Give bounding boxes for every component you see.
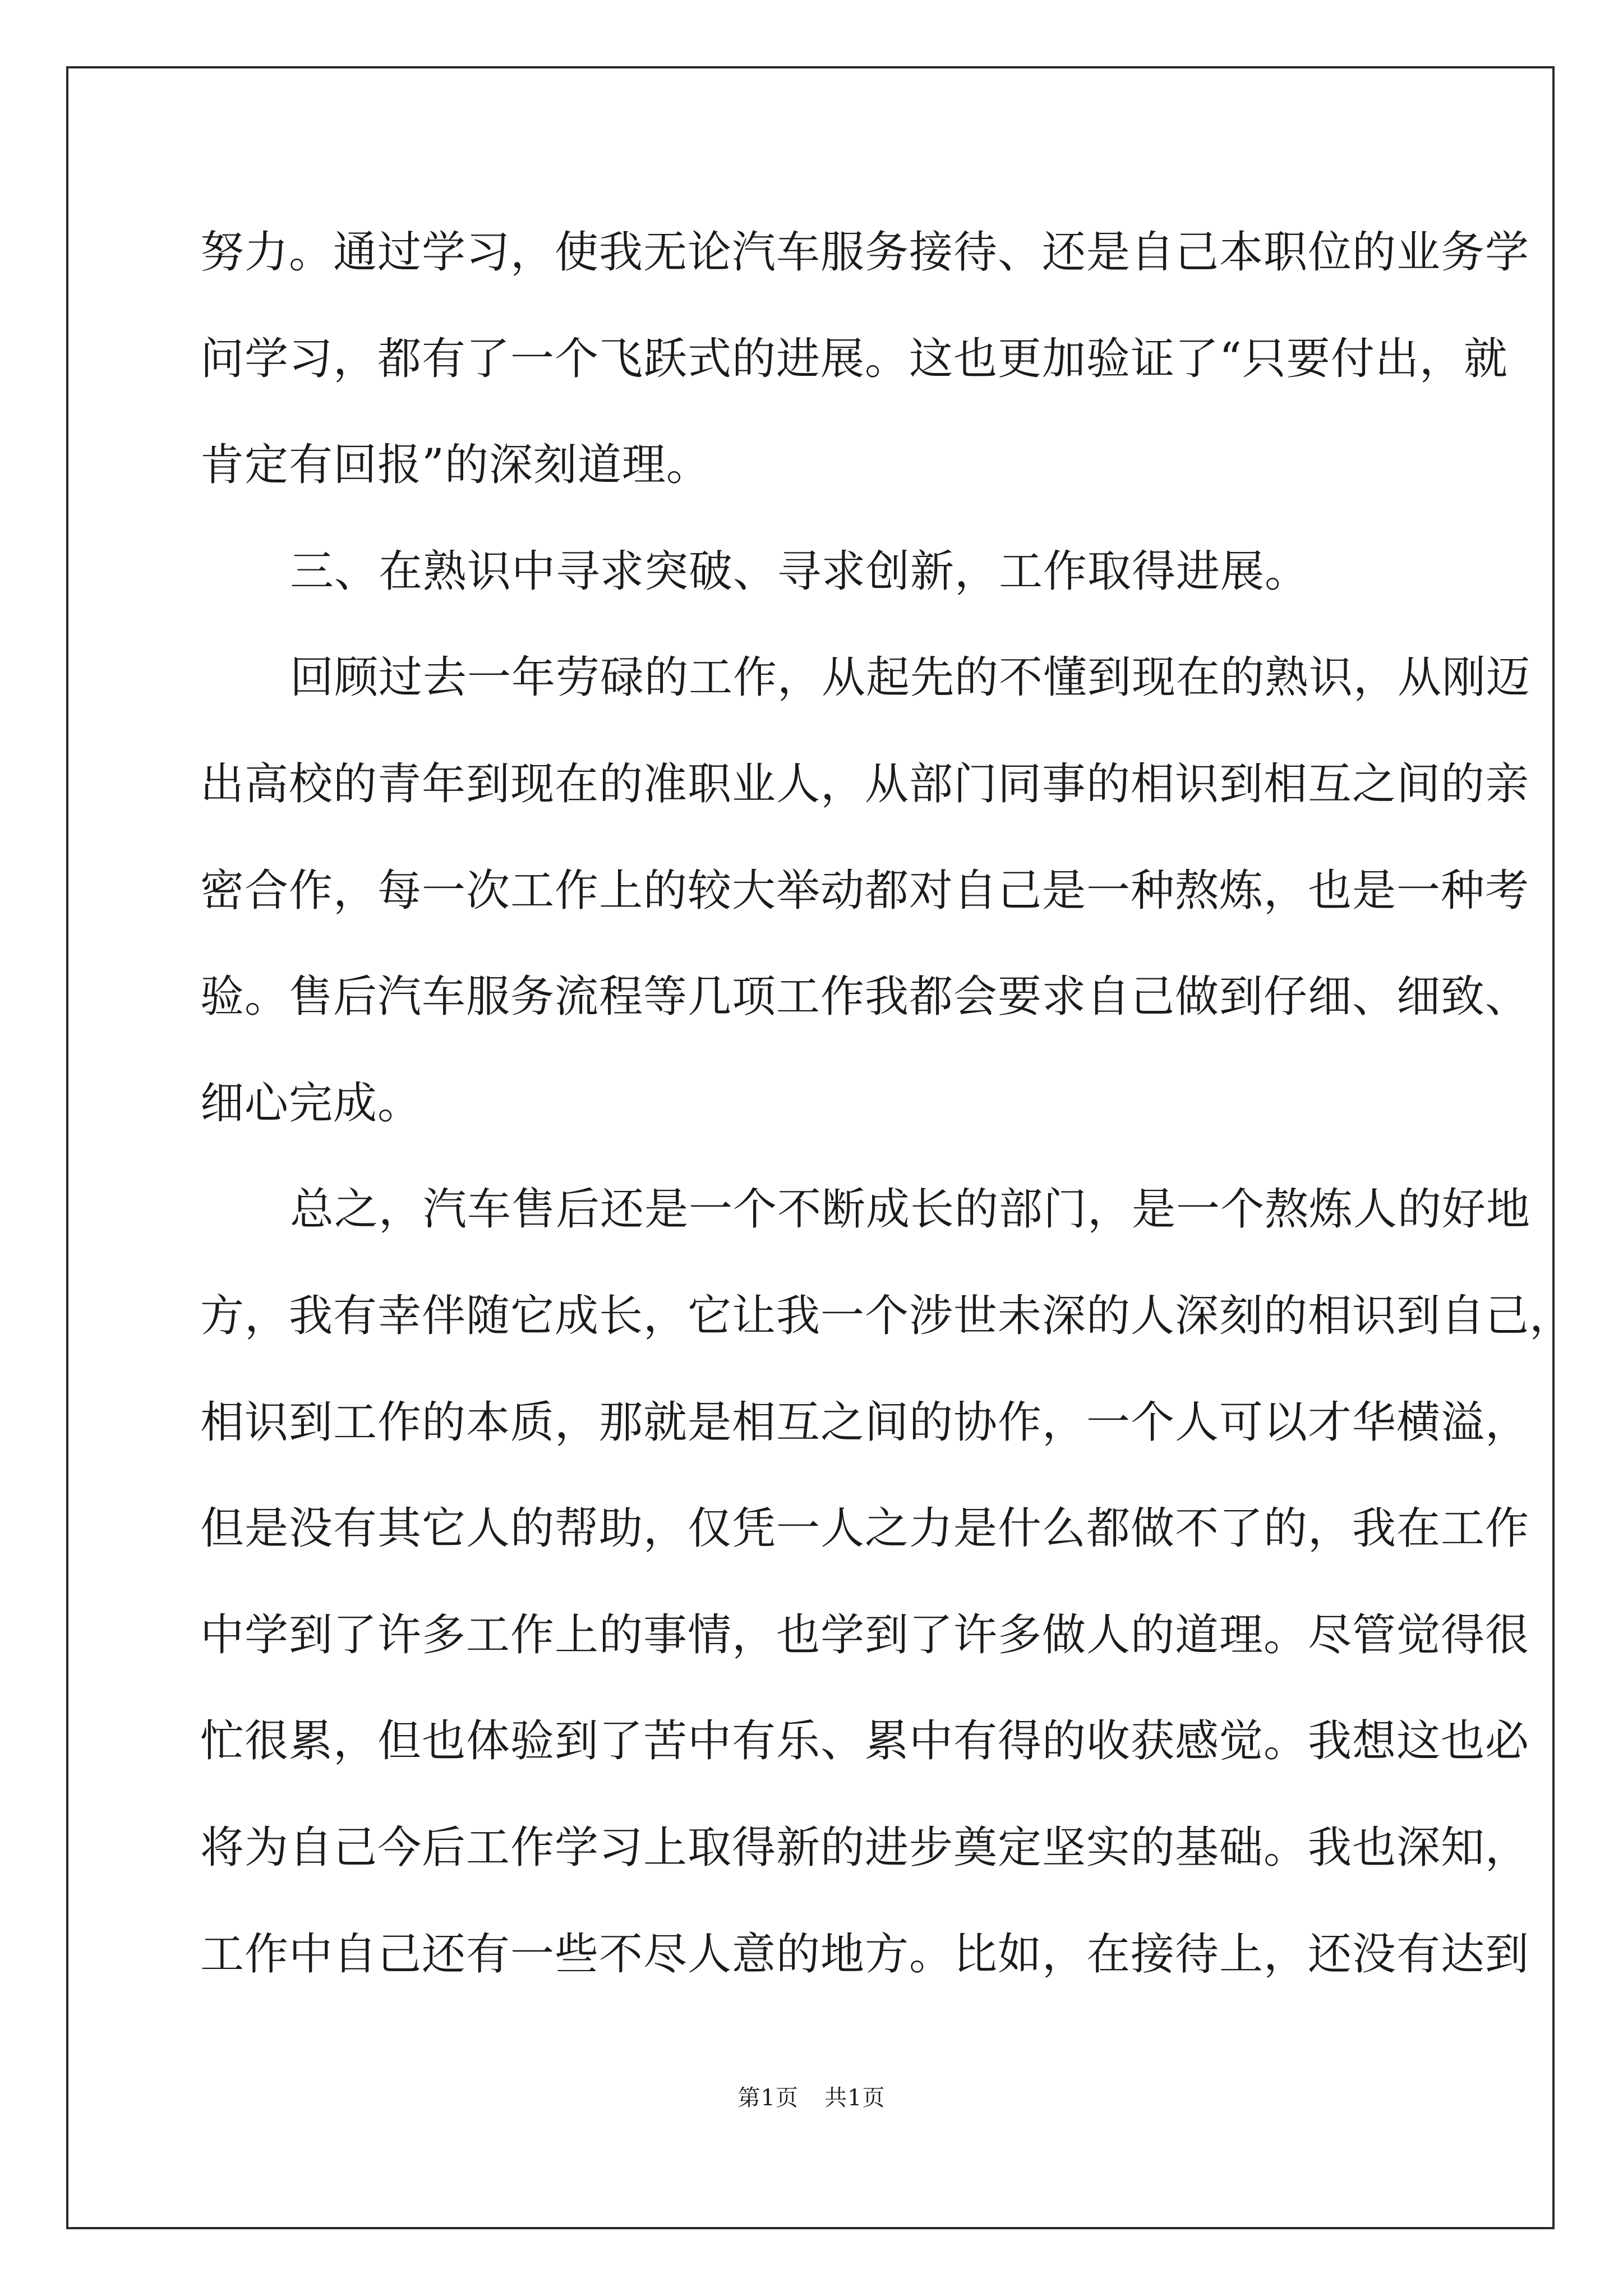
body-line: 出高校的青年到现在的准职业人，从部门同事的相识到相互之间的亲: [200, 758, 1530, 809]
body-line: 问学习，都有了一个飞跃式的进展。这也更加验证了“只要付出，就: [200, 333, 1508, 384]
body-line: 中学到了许多工作上的事情，也学到了许多做人的道理。尽管觉得很: [200, 1609, 1530, 1660]
document-body: [200, 222, 1574, 2030]
body-line: 方，我有幸伴随它成长，它让我一个涉世未深的人深刻的相识到自己，: [200, 1290, 1574, 1341]
section-heading: 三、在熟识中寻求突破、寻求创新，工作取得进展。: [290, 546, 1310, 597]
body-line: 工作中自己还有一些不尽人意的地方。比如，在接待上，还没有达到: [200, 1929, 1530, 1980]
body-line: 将为自己今后工作学习上取得新的进步奠定坚实的基础。我也深知，: [200, 1822, 1530, 1873]
page-total: 共1页: [824, 2085, 886, 2111]
body-line: 忙很累，但也体验到了苦中有乐、累中有得的收获感觉。我想这也必: [200, 1716, 1530, 1767]
body-line: 回顾过去一年劳碌的工作，从起先的不懂到现在的熟识，从刚迈: [290, 652, 1531, 703]
body-line: 肯定有回报”的深刻道理。: [200, 440, 711, 491]
page-number: 第1页: [737, 2085, 799, 2111]
body-line: 相识到工作的本质，那就是相互之间的协作，一个人可以才华横溢，: [200, 1397, 1530, 1448]
body-line: 努力。通过学习，使我无论汽车服务接待、还是自己本职位的业务学: [200, 227, 1530, 278]
body-line: 验。售后汽车服务流程等几项工作我都会要求自己做到仔细、细致、: [200, 972, 1530, 1023]
body-line: 总之，汽车售后还是一个不断成长的部门，是一个熬炼人的好地: [290, 1184, 1531, 1235]
body-line: 但是没有其它人的帮助，仅凭一人之力是什么都做不了的，我在工作: [200, 1503, 1530, 1554]
page-footer: [0, 2080, 1623, 2112]
body-line: 密合作，每一次工作上的较大举动都对自己是一种熬炼，也是一种考: [200, 865, 1530, 916]
body-line: 细心完成。: [200, 1078, 422, 1129]
